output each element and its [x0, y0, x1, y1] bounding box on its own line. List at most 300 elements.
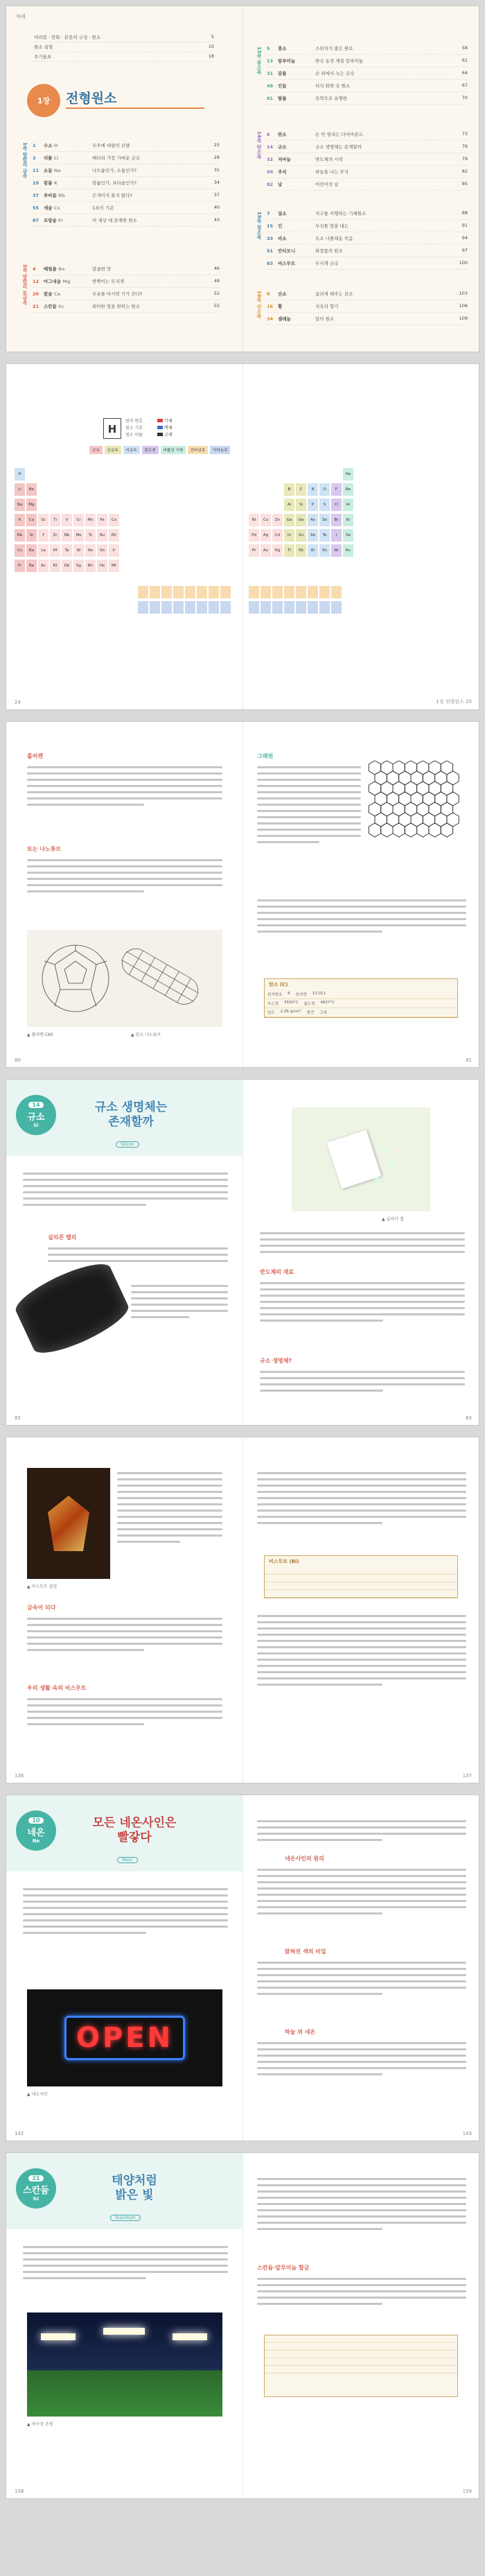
element-name: 베릴륨 Be — [44, 266, 92, 272]
atomic-number: 6 — [267, 132, 270, 137]
atomic-number: 12 — [33, 279, 39, 284]
group15-label: 15족 질소족 — [256, 211, 262, 240]
bismuth-heading2: 우리 생활 속의 비스무트 — [27, 1685, 87, 1691]
neon-text-4 — [257, 2038, 466, 2080]
category-chip: 할로젠 — [142, 446, 159, 454]
element-cell[interactable]: Cu — [261, 514, 271, 526]
neon-caption: ▲ 네온사인 — [27, 2092, 48, 2097]
page-footer: 1장 전형원소 25 — [436, 699, 472, 704]
entry-page: 55 — [213, 303, 220, 309]
element-cell[interactable]: Zn — [272, 514, 283, 526]
table-row: 밀도 2.26 g/cm³ 발견 고대 — [265, 1008, 457, 1017]
element-cell[interactable]: At — [331, 544, 342, 557]
toc-entry[interactable] — [33, 300, 220, 313]
entry-page: 94 — [461, 235, 468, 241]
element-cell[interactable]: Rh — [109, 529, 119, 542]
category-chip: 악티늄족 — [210, 446, 230, 454]
element-cell[interactable]: Ag — [261, 529, 271, 542]
page-number: 80 — [15, 1057, 21, 1063]
silica-caption: ▲ 실리카 겔 — [382, 1217, 404, 1222]
nanotube-heading: 또는 나노튜브 — [27, 846, 62, 852]
toc-entry[interactable] — [33, 189, 220, 202]
element-name: 마그네슘 Mg — [44, 278, 92, 284]
toc-entry[interactable] — [33, 288, 220, 300]
toc-entry[interactable] — [267, 232, 468, 245]
element-cell[interactable]: Ti — [50, 514, 60, 526]
chapter-tag: Silicon — [116, 1135, 139, 1148]
chapter-title: 규소 생명체는 존재할까 — [94, 1100, 168, 1129]
element-cell[interactable]: H — [15, 468, 25, 481]
page-number: 82 — [15, 1415, 21, 1421]
entry-description: 지구를 지탱하는 기체원소 — [315, 211, 367, 216]
f-block-cell — [220, 601, 231, 614]
toc-row[interactable]: 주기율표 18 — [34, 52, 214, 62]
entry-page: 37 — [213, 192, 220, 198]
element-name: 프랑슘 Fr — [44, 217, 92, 223]
element-cell[interactable]: Cd — [272, 529, 283, 542]
element-cell[interactable]: Po — [319, 544, 330, 557]
element-name: 갈륨 — [278, 71, 287, 76]
toc-entry[interactable] — [33, 139, 220, 152]
element-symbol: Rb — [58, 193, 65, 198]
element-symbol: H — [53, 143, 58, 148]
toc-entry[interactable] — [267, 67, 468, 80]
group1-label: 1족 알칼리 금속 — [22, 142, 28, 178]
element-cell[interactable]: Sr — [26, 529, 37, 542]
element-name: 스칸듐 Sc — [44, 303, 92, 309]
element-cell[interactable]: Al — [284, 499, 294, 511]
element-cell[interactable]: Ba — [26, 544, 37, 557]
toc-entry[interactable] — [33, 275, 220, 288]
toc-right-page — [243, 6, 479, 352]
element-name: 리튬 Li — [44, 155, 92, 161]
toc-entry[interactable] — [267, 153, 468, 166]
neon-left-page — [6, 1795, 243, 2141]
group2-label: 2족 알칼리 토금속 — [22, 264, 28, 305]
bismuth-text — [117, 1468, 222, 1547]
f-block-cell — [331, 601, 342, 614]
f-block-cell — [249, 586, 259, 598]
neon-text — [23, 1884, 228, 1938]
entry-page: 40 — [213, 205, 220, 210]
element-cell[interactable]: As — [308, 514, 318, 526]
page-number: 83 — [466, 1415, 472, 1421]
legend-labels: 원자 번호 원소 기호 원소 이름 — [125, 419, 143, 438]
entry-page: 58 — [461, 45, 468, 51]
element-cell[interactable]: Zr — [50, 529, 60, 542]
element-symbol: Be — [58, 266, 65, 272]
entry-description: 규소 생명체는 존재할까 — [315, 144, 362, 150]
f-block-cell — [173, 601, 184, 614]
element-cell[interactable]: Xe — [343, 529, 353, 542]
element-name: 칼슘 Ca — [44, 291, 92, 297]
f-block-cell — [138, 601, 148, 614]
element-cell[interactable]: Li — [15, 483, 25, 496]
element-name: 주석 — [278, 169, 287, 175]
atomic-number: 50 — [267, 169, 274, 175]
entry-description: 하늘을 나는 주석 — [315, 169, 349, 175]
element-name: 산소 — [278, 291, 287, 297]
atomic-number: 51 — [267, 248, 274, 254]
f-block-cell — [150, 586, 160, 598]
entry-page: 97 — [461, 248, 468, 253]
element-cell[interactable]: Pb — [296, 544, 306, 557]
element-cell[interactable]: Fr — [15, 560, 25, 572]
f-block-cell — [173, 586, 184, 598]
scandium-right-text — [257, 2174, 466, 2234]
f-block-cell — [150, 601, 160, 614]
f-block-cell — [249, 601, 259, 614]
category-chip: 비금속 — [123, 446, 140, 454]
chapter-tag: Scandium — [110, 2208, 141, 2222]
toc-entry[interactable] — [33, 164, 220, 177]
bismuth-caption: ▲ 비스무트 결정 — [27, 1584, 58, 1589]
element-cell[interactable]: Bi — [308, 544, 318, 557]
element-cell[interactable]: F — [331, 483, 342, 496]
element-cell[interactable]: B — [284, 483, 294, 496]
silicon-ingot-image — [10, 1255, 134, 1362]
element-name: 규소 — [278, 144, 287, 150]
element-cell[interactable]: Mt — [109, 560, 119, 572]
entry-description: 달콤한 맛 — [92, 266, 112, 272]
toc-entry[interactable] — [267, 257, 468, 270]
toc-entry[interactable] — [33, 152, 220, 164]
toc-entry[interactable] — [267, 166, 468, 178]
element-name: 수소 H — [44, 142, 92, 148]
group15-list — [267, 207, 468, 270]
entry-description: 칼륨인가, 포타슘인가? — [92, 180, 137, 186]
element-cell[interactable]: Db — [62, 560, 72, 572]
graphene-hexagon — [441, 823, 452, 837]
chapter-title: 전형원소 — [66, 91, 117, 106]
element-name: 질소 — [278, 211, 287, 216]
entry-page: 46 — [213, 266, 220, 271]
element-symbol: Mg — [62, 279, 71, 284]
toc-entry[interactable] — [267, 178, 468, 191]
graphene-image — [368, 761, 465, 851]
spread-scandium — [6, 2152, 479, 2499]
element-cell[interactable]: Ir — [109, 544, 119, 557]
element-cell[interactable]: Cr — [73, 514, 84, 526]
element-name: 인 — [278, 223, 283, 229]
element-cell[interactable]: Sg — [73, 560, 84, 572]
f-block-cell — [197, 601, 207, 614]
element-name: 인듐 — [278, 83, 287, 89]
element-cell[interactable]: Te — [319, 529, 330, 542]
f-block-cell — [138, 586, 148, 598]
group13-list — [267, 42, 468, 105]
element-cell[interactable]: Ne — [343, 483, 353, 496]
f-block-cell — [284, 586, 294, 598]
atomic-number: 16 — [267, 304, 274, 309]
category-chip: 비활성 기체 — [161, 446, 186, 454]
toc-header: 차례 — [16, 14, 26, 19]
chapter-tag: Neon — [117, 1851, 138, 1864]
entry-page: 31 — [213, 167, 220, 173]
toc-entry[interactable] — [267, 313, 468, 325]
element-cell[interactable]: Ca — [26, 514, 37, 526]
nanotube-caption: ▲ 탄소 나노튜브 — [131, 1032, 161, 1037]
toc-entry[interactable] — [267, 288, 468, 300]
table-title: 비스무트 (Bi) — [269, 1559, 299, 1564]
periodic-left-page — [6, 364, 243, 709]
toc-entry[interactable] — [267, 207, 468, 220]
element-cell[interactable]: Kr — [343, 514, 353, 526]
element-cell[interactable]: Ni — [249, 514, 259, 526]
element-cell[interactable]: Cs — [15, 544, 25, 557]
scandium-text-2 — [257, 2274, 466, 2309]
toc-entry[interactable] — [267, 300, 468, 313]
element-cell[interactable]: Si — [296, 499, 306, 511]
element-badge: 21 스칸듐 Sc — [16, 2168, 56, 2208]
atomic-number: 83 — [267, 261, 274, 266]
element-cell[interactable]: Hs — [97, 560, 107, 572]
element-cell[interactable]: In — [284, 529, 294, 542]
element-cell[interactable]: Hf — [50, 544, 60, 557]
entry-description: 어린이의 납 — [315, 182, 339, 187]
element-cell[interactable]: Mg — [26, 499, 37, 511]
graphene-heading: 그래핀 — [257, 753, 274, 759]
element-cell[interactable]: Pt — [249, 544, 259, 557]
entry-description: 1초의 기준 — [92, 205, 114, 211]
element-name: 셀레늄 — [278, 316, 291, 322]
atomic-number: 49 — [267, 83, 274, 89]
element-cell[interactable]: Pd — [249, 529, 259, 542]
semiconductor-heading: 반도체의 재료 — [260, 1269, 294, 1275]
page-number: 24 — [15, 700, 21, 705]
element-cell[interactable]: Ru — [97, 529, 107, 542]
element-cell[interactable]: Ga — [284, 514, 294, 526]
neon-heading3: 하늘 위 네온 — [285, 2029, 316, 2035]
entry-page: 70 — [461, 95, 468, 101]
neon-heading1: 네온사인의 원리 — [285, 1856, 324, 1862]
neon-text-3 — [257, 1957, 466, 1999]
element-cell[interactable]: Sc — [38, 514, 48, 526]
atomic-number: 8 — [267, 291, 270, 297]
silicon-left-page — [6, 1080, 243, 1425]
element-cell[interactable]: Rf — [50, 560, 60, 572]
entry-description: 돈 안 벌리는 다이아몬드 — [315, 132, 363, 137]
chapter-rule — [66, 107, 204, 109]
atomic-number: 5 — [267, 46, 270, 51]
carbon-info-table — [264, 978, 458, 1018]
toc-entry[interactable] — [267, 92, 468, 105]
toc-top-list — [34, 33, 214, 62]
scandium-info-table — [264, 2335, 458, 2397]
scandium-right-page — [243, 2153, 479, 2498]
element-cell[interactable]: W — [73, 544, 84, 557]
entry-description: 지옥의 향기 — [315, 304, 339, 309]
carbon-right-page — [243, 722, 479, 1067]
entry-description: 독약으로 유명한 — [315, 96, 348, 101]
entry-page: 100 — [459, 260, 468, 266]
f-block-cell — [220, 586, 231, 598]
graphene-hexagon — [381, 823, 393, 837]
entry-page: 103 — [459, 291, 468, 296]
element-cell[interactable]: Ge — [296, 514, 306, 526]
entry-page: 52 — [213, 291, 220, 296]
bismuth-right-text-2 — [257, 1611, 466, 1690]
entry-page: 85 — [461, 181, 468, 187]
toc-entry[interactable] — [33, 177, 220, 189]
toc-entry[interactable] — [267, 128, 468, 141]
f-block-cell — [319, 586, 330, 598]
element-cell[interactable]: Na — [15, 499, 25, 511]
element-cell[interactable]: Mn — [85, 514, 96, 526]
silicon-text — [23, 1168, 228, 1210]
entry-page: 67 — [461, 83, 468, 88]
element-cell[interactable]: Ta — [62, 544, 72, 557]
spread-toc — [6, 6, 479, 352]
entry-description: 부싯돌 빛을 내는 — [315, 223, 349, 229]
entry-page: 76 — [461, 144, 468, 149]
element-cell[interactable]: S — [319, 499, 330, 511]
chapter-badge: 1장 — [27, 84, 60, 117]
chapter-title: 모든 네온사인은 빨갛다 — [92, 1816, 177, 1844]
element-cell[interactable]: Ac — [38, 560, 48, 572]
scandium-left-page — [6, 2153, 243, 2498]
graphene-hexagon — [369, 823, 380, 837]
toc-row[interactable]: 머리말 · 만화 · 본문의 구성 · 원소 5 — [34, 33, 214, 42]
group13-label: 13족 붕소족 — [256, 46, 262, 75]
toc-entry[interactable] — [267, 141, 468, 153]
element-name: 안티모니 — [278, 248, 296, 254]
element-cell[interactable]: C — [296, 483, 306, 496]
element-cell[interactable]: He — [343, 468, 353, 481]
semiconductor-text — [260, 1278, 465, 1326]
neon-sign-image — [27, 1989, 222, 2086]
toc-entry[interactable] — [267, 220, 468, 232]
entry-page: 25 — [213, 142, 220, 148]
element-cell[interactable]: Sb — [308, 529, 318, 542]
element-cell[interactable]: V — [62, 514, 72, 526]
element-cell[interactable]: Au — [261, 544, 271, 557]
graphene-text — [257, 762, 361, 847]
entry-page: 43 — [213, 217, 220, 223]
toc-entry[interactable] — [267, 245, 468, 257]
element-cell[interactable]: Hg — [272, 544, 283, 557]
atomic-number: 33 — [267, 236, 274, 241]
f-block-cell — [185, 586, 195, 598]
spread-silicon — [6, 1079, 479, 1426]
element-cell[interactable]: Y — [38, 529, 48, 542]
element-cell[interactable]: Nb — [62, 529, 72, 542]
atomic-number: 4 — [33, 266, 36, 272]
element-badge: 14 규소 Si — [16, 1095, 56, 1135]
f-block-cell — [185, 601, 195, 614]
toc-entry[interactable] — [267, 55, 468, 67]
element-cell[interactable]: Co — [109, 514, 119, 526]
entry-page: 106 — [459, 303, 468, 309]
entry-page: 34 — [213, 180, 220, 185]
element-cell[interactable]: Re — [85, 544, 96, 557]
toc-entry[interactable] — [267, 80, 468, 92]
legend-symbol: H — [103, 418, 121, 439]
atomic-number: 81 — [267, 96, 274, 101]
element-cell[interactable]: Cl — [331, 499, 342, 511]
element-cell[interactable]: Rb — [15, 529, 25, 542]
page-number: 143 — [462, 2131, 472, 2136]
element-cell[interactable]: Se — [319, 514, 330, 526]
entry-description: 이 세상 에 존재한 원소 — [92, 218, 137, 223]
atomic-number: 34 — [267, 316, 274, 322]
bismuth-text-3 — [27, 1694, 222, 1729]
element-name: 붕소 — [278, 46, 287, 51]
spread-bismuth — [6, 1437, 479, 1783]
element-cell[interactable]: Be — [26, 483, 37, 496]
table-title: 탄소 (C) — [269, 982, 288, 987]
entry-page: 64 — [461, 70, 468, 76]
element-cell[interactable]: Ar — [343, 499, 353, 511]
graphene-hexagon — [393, 823, 405, 837]
element-cell[interactable]: K — [15, 514, 25, 526]
neon-right-page — [243, 1795, 479, 2141]
spread-periodic-table — [6, 363, 479, 710]
neon-open-text: OPEN — [76, 2022, 174, 2054]
f-block-cell — [296, 586, 306, 598]
element-cell[interactable]: La — [38, 544, 48, 557]
element-name: 비소 — [278, 236, 287, 241]
f-block-cell — [296, 601, 306, 614]
element-cell[interactable]: Sn — [296, 529, 306, 542]
atomic-number: 37 — [33, 193, 39, 198]
scandium-heading: 스칸듐·알루미늄 합금 — [257, 2265, 310, 2271]
atomic-number: 19 — [33, 180, 39, 186]
group16-list — [267, 288, 468, 325]
element-cell[interactable]: Rn — [343, 544, 353, 557]
atomic-number: 7 — [267, 211, 270, 216]
element-cell[interactable]: O — [319, 483, 330, 496]
entry-page: 49 — [213, 278, 220, 284]
element-cell[interactable]: Br — [331, 514, 342, 526]
category-chip: 금속 — [89, 446, 103, 454]
element-cell[interactable]: Mo — [73, 529, 84, 542]
toc-row[interactable]: 원소 설명 10 — [34, 42, 214, 52]
element-symbol: Sc — [58, 304, 64, 309]
entry-description: 우주에 대량의 산량 — [92, 143, 130, 148]
entry-description: 한국 동전 재질 알루미늄 — [315, 58, 363, 64]
element-name: 황 — [278, 304, 283, 309]
f-block-cell — [209, 586, 219, 598]
element-cell[interactable]: I — [331, 529, 342, 542]
element-cell[interactable]: Tc — [85, 529, 96, 542]
silicon-valley-heading: 실리콘 밸리 — [48, 1234, 77, 1241]
page-number: 81 — [466, 1057, 472, 1063]
element-cell[interactable]: P — [308, 499, 318, 511]
element-cell[interactable]: Os — [97, 544, 107, 557]
bismuth-image — [27, 1468, 110, 1579]
element-cell[interactable]: Bh — [85, 560, 96, 572]
element-cell[interactable]: N — [308, 483, 318, 496]
toc-entry[interactable] — [267, 42, 468, 55]
toc-entry[interactable] — [33, 263, 220, 275]
element-cell[interactable]: Tl — [284, 544, 294, 557]
element-cell[interactable]: Ra — [26, 560, 37, 572]
element-cell[interactable]: Fe — [97, 514, 107, 526]
element-name: 소듐 Na — [44, 167, 92, 173]
element-name: 납 — [278, 182, 283, 187]
f-block-cell — [161, 586, 172, 598]
entry-description: 달의 원소 — [315, 316, 335, 322]
toc-entry[interactable] — [33, 202, 220, 214]
carbon-left-page — [6, 722, 243, 1067]
nanotube-text — [27, 855, 222, 897]
element-name: 탄소 — [278, 132, 287, 137]
bismuth-info-table — [264, 1555, 458, 1598]
atomic-number: 15 — [267, 223, 274, 229]
toc-entry[interactable] — [33, 214, 220, 227]
entry-description: 터치 화면 속 원소 — [315, 83, 351, 89]
